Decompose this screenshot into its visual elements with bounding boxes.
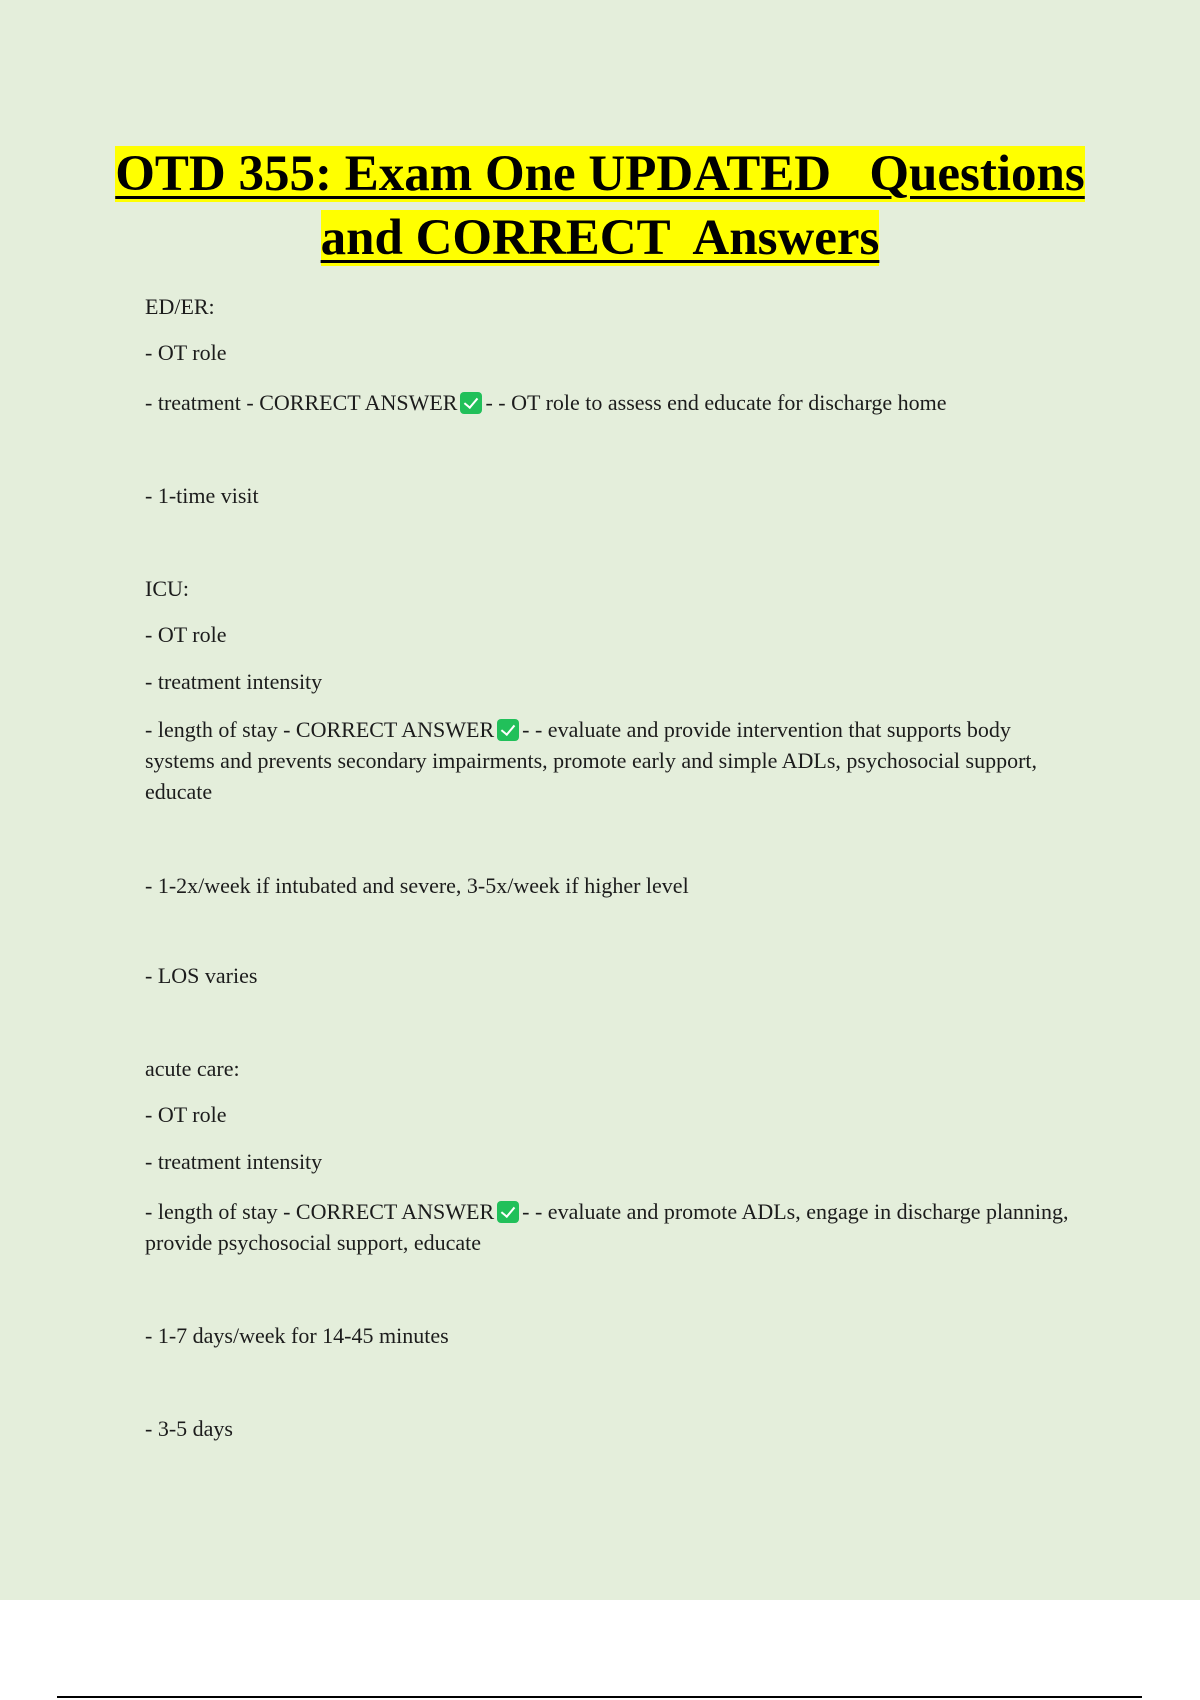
answer-text: - - OT role to assess end educate for discharge home bbox=[485, 390, 947, 415]
footer-divider bbox=[57, 1696, 1142, 1698]
question-text: - length of stay - bbox=[145, 717, 296, 742]
question-line: - OT role bbox=[145, 622, 227, 647]
section-heading-ed-er: ED/ER: bbox=[145, 294, 215, 319]
answer-line: - 1-2x/week if intubated and severe, 3-5x/week if higher level bbox=[145, 873, 689, 898]
question-line: - OT role bbox=[145, 340, 227, 365]
answer-marker: CORRECT ANSWER bbox=[259, 390, 458, 415]
answer-line: - LOS varies bbox=[145, 963, 258, 988]
question-line: - OT role bbox=[145, 1102, 227, 1127]
question-line: - treatment intensity bbox=[145, 669, 323, 694]
answer-text: - - evaluate and provide intervention that supports body systems and prevents secondary impairments, promote early and simple ADLs, psychosocial support, educate bbox=[145, 717, 1038, 804]
checkmark-box-icon bbox=[460, 392, 482, 414]
answer-line: - 3-5 days bbox=[145, 1416, 233, 1441]
question-text: - length of stay - bbox=[145, 1199, 296, 1224]
answer-line: - 1-time visit bbox=[145, 483, 259, 508]
question-answer-line bbox=[145, 1196, 1085, 1258]
section-heading-acute-care: acute care: bbox=[145, 1056, 240, 1081]
document-title bbox=[0, 142, 1200, 270]
question-line: - treatment intensity bbox=[145, 1149, 323, 1174]
answer-marker: CORRECT ANSWER bbox=[295, 717, 495, 742]
checkmark-box-icon bbox=[497, 1201, 519, 1223]
section-heading-icu: ICU: bbox=[145, 576, 189, 601]
answer-line: - 1-7 days/week for 14-45 minutes bbox=[145, 1323, 449, 1348]
question-text: - treatment - bbox=[145, 390, 260, 415]
answer-text: - - evaluate and promote ADLs, engage in discharge planning, provide psychosocial support, educate bbox=[145, 1199, 1069, 1255]
title-line-1: OTD 355: Exam One UPDATED Questions bbox=[115, 146, 1085, 202]
question-answer-line bbox=[145, 387, 1085, 418]
title-line-2: and CORRECT Answers bbox=[320, 210, 880, 266]
checkmark-box-icon bbox=[497, 719, 519, 741]
answer-marker: CORRECT ANSWER bbox=[295, 1199, 495, 1224]
question-answer-line bbox=[145, 714, 1085, 807]
